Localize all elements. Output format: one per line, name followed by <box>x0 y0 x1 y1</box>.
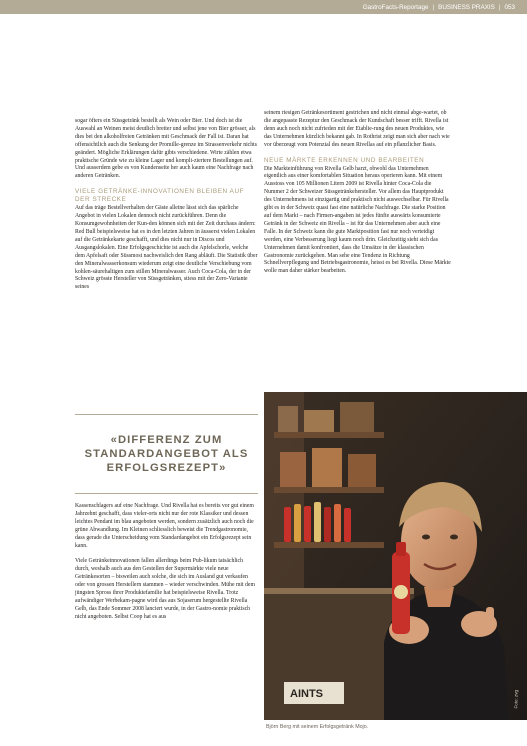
left-subheading-1: VIELE GETRÄNKE-INNOVATIONEN BLEIBEN AUF DER STRECKE <box>75 188 245 204</box>
photo-caption: Björn Berg mit seinem Erfolgsgetränk Mojo. <box>266 724 369 730</box>
header-labels <box>363 0 515 14</box>
left-paragraph-4: Viele Getränkeinnovationen fallen allerdings beim Pub-likum tatsächlich durch, weshalb auch aus den Gestellen der Supermärkte viele neue Getränkesorten – bisweilen auch solche, die sich im Ausland gut verkaufen oder von grossen Herstellern stammen – wieder verschwinden. Mühe mit dem jüngsten Spross ihrer Produktefamilie hat beispielsweise Rivella. Trotz aufwändiger Werbekam-pagne wird das aus Sojaserum hergestellte Rivella Gelb, das Ende Sommer 2008 lanciert wurde, in der Gastro-nomie praktisch nicht angeboten. Selbst Coop hat es aus <box>75 558 255 620</box>
left-paragraph-1: sogar öfters ein Süssgetränk bestellt als Wein oder Bier. Und doch ist die Auswahl an Weinen meist deutlich breiter und selbst jene von Bier grösser, als dies bei den alkoholfreien Getränken mit Geschmack der Fall ist. Daran hat offensichtlich auch die Senkung der Promille-grenze im Strassenverkehr nichts geändert. Mögliche Erklärungen dafür gibts verschiedene. Wirte zählen etwa praktische Gründe wie zu kleine Lager und kompli-ziertere Bestellungen auf. Und ausserdem gebe es von Kundenseite her auch kaum eine Nachfrage nach anderen Getränken. <box>75 118 257 180</box>
bottle-label <box>394 585 408 599</box>
right-subheading-1: NEUE MÄRKTE ERKENNEN UND BEARBEITEN <box>264 156 425 164</box>
shelf-box-2 <box>304 410 334 432</box>
shelf-2 <box>274 487 384 493</box>
bottle-row <box>284 502 351 542</box>
header-section: GastroFacts-Reportage <box>362 3 429 11</box>
shelf-box-3 <box>340 402 374 432</box>
shelf-1 <box>274 432 384 438</box>
photo-illustration <box>264 392 527 720</box>
header-bar <box>0 0 527 14</box>
pull-quote <box>75 414 258 494</box>
svg-text:AINTS: AINTS <box>290 688 323 700</box>
left-column-lower <box>75 503 258 622</box>
right-paragraph-2: Die Markteinführung von Rivella Gelb harzt, obwohl das Unternehmen eigentlich aus einer komfortablen Situation heraus operieren kann. Mit einem Ausstoss von 105 Millionen Litern 2009 ist Rivella hinter Coca-Cola die Nummer 2 der Schweizer Süssgetränkehersteller. Vor allem das Hauptprodukt des Unternehmens ist einzigartig und praktisch nicht auswechselbar. Für Rivella gibt es in der Schweiz quasi fast eine natürliche Nachfrage. Die starke Position auf dem Markt – nach Firmen-angaben ist jedes fünfte auswärts konsumierte Getränk in der Schweiz ein Rivella – ist für das Unternehmen aber auch eine Falle. In der Schweiz kann die gute Marktposition fast nur noch verteidigt werden, eine Verbesserung liegt kaum noch drin. Gleichzeitig sieht sich das Unternehmen damit konfrontiert, dass die Umsätze in der klassischen Gastronomie zurückgehen. Man sehe eine Tendenz in Richtung Schnellverpflegung und Betriebsgastronomie, heisst es bei Rivella. Diese Märkte wolle man daher stärker bearbeiten. <box>264 165 451 275</box>
counter-edge <box>264 588 414 594</box>
left-column <box>75 118 258 292</box>
photo-credit: Foto: zvg <box>514 690 519 709</box>
crate-1 <box>280 452 306 487</box>
header-separator: | <box>432 3 435 11</box>
right-paragraph-1: seinem riesigen Getränkesortiment gestrichen und nicht einmal abge-wartet, ob die angepasste Rezeptur den Geschmack der Kundschaft besser trifft. Rivella ist denn auch noch nicht zufrieden mit der Etablie-rung des neuen Produktes, wie das Unternehmen kürzlich bekannt gab. In Rothrist zeigt man sich aber nach wie vor überzeugt vom Potenzial des neuen Rivellas auf ein pflanzlicher Basis. <box>264 110 450 148</box>
page-number: 053 <box>504 3 515 11</box>
shelf-box-1 <box>278 406 298 432</box>
header-category: BUSINESS PRAXIS <box>438 3 495 11</box>
pull-quote-text: «DIFFERENZ ZUM STANDARDANGEBOT ALS ERFOLGSREZEPT» <box>84 434 249 474</box>
left-paragraph-2: Auf das träge Bestellverhalten der Gäste alleine lässt sich das spärliche Angebot in vielen Lokalen dennoch nicht zurückführen. Denn die Konsumgewohnheiten der Kun-den können sich mit der Zeit durchaus ändern: Red Bull beispielsweise hat es in den letzten Jahren in äusserst vielen Lokalen auf die Getränkekarte geschafft, und dies nicht nur in Discos und Ausgangslokalen. Eine Erfolgsgeschichte ist auch die Apfelschorle, welche dem Apfelsaft oder Süssmost nachweislich den Rang abläuft. Die Statistik über den Mineralwasserkonsum wiederum zeigt eine deutliche Verschiebung vom kohlen-säurehaltigen zum stillen Mineralwasser. Auch Coca-Cola, der in der Schweiz grösste Hersteller von Süssgetränken, stiess mit der Zero-Variante seines <box>75 205 258 291</box>
thumb-up <box>486 607 494 625</box>
crate-2 <box>312 448 342 487</box>
shelf-3 <box>274 542 384 548</box>
crate-3 <box>348 454 376 487</box>
left-paragraph-3: Kassenschlagers auf eine Nachfrage. Und Rivella hat es bereits vor gut einem Jahrzehnt geschafft, dass vieler-orts nicht nur der rote Klassiker und dessen leichtes Pendant im blau angeboten werden, sondern zusätzlich auch noch die grüne Abwandlung. Im Kleinen schliesslich beweist die Trendgastronomie, dass gerade die Unterscheidung vom Standardangebot ein Erfolgsrezept sein kann. <box>75 503 254 549</box>
right-column <box>264 110 452 276</box>
header-separator-2: | <box>498 3 501 11</box>
article-photo <box>264 392 527 720</box>
